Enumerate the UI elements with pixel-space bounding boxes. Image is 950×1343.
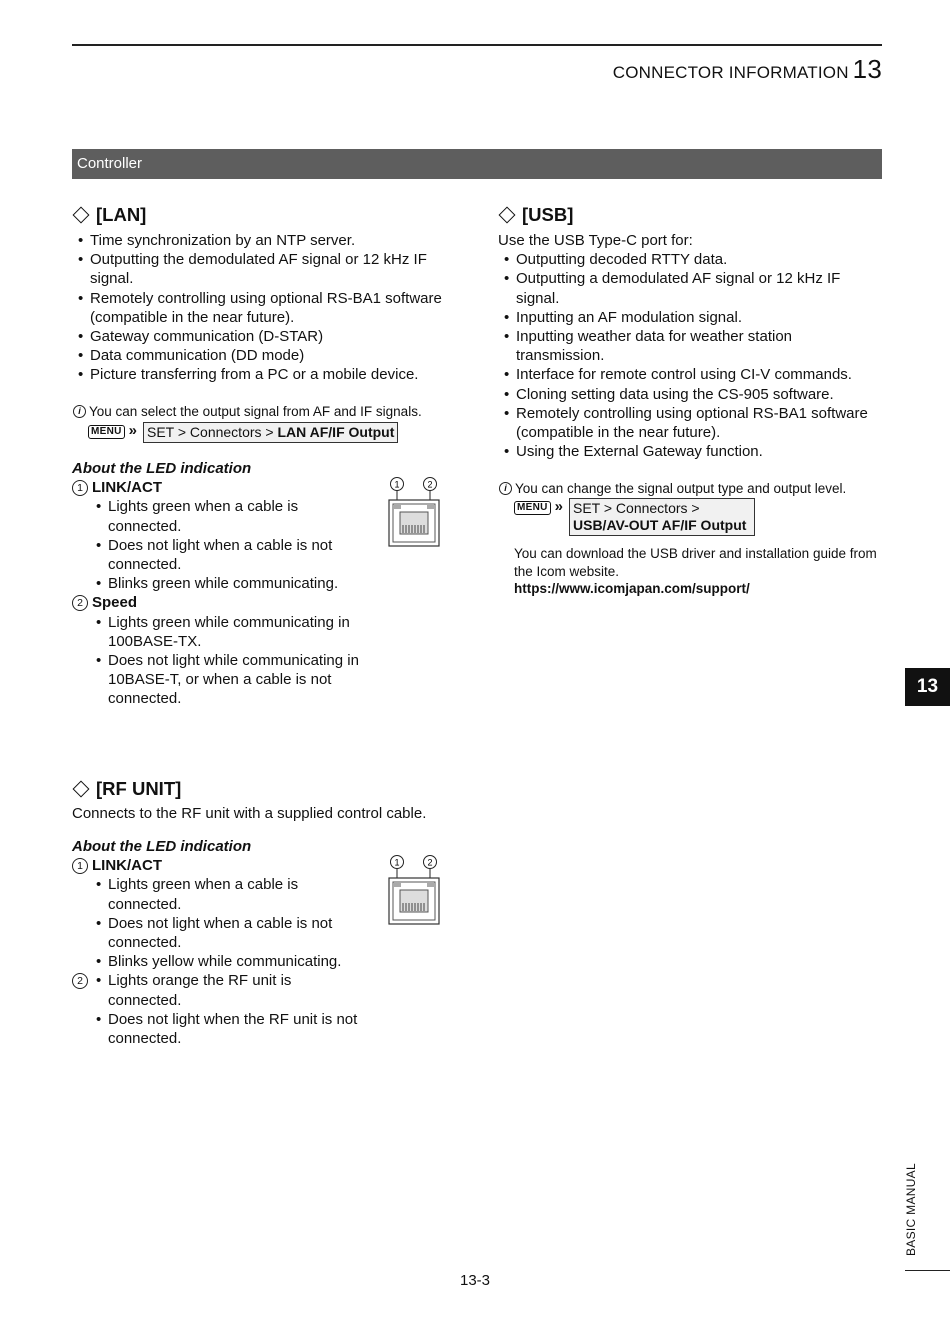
list-item: • Blinks yellow while communicating.: [72, 952, 362, 971]
usb-section: [498, 203, 882, 461]
page-number: 13-3: [459, 1272, 491, 1289]
chapter-header: [613, 54, 882, 85]
header-rule: [72, 44, 882, 46]
lan-led1-heading: [72, 478, 402, 497]
path-text: SET > Connectors >: [147, 424, 278, 440]
list-item: • Inputting weather data for weather station transmission.: [498, 327, 882, 365]
list-item: • Lights green while communicating in 100BASE-TX.: [72, 613, 362, 651]
path-text: SET > Connectors >: [573, 500, 700, 516]
info-icon: i: [499, 482, 512, 495]
rf-led1-list: [72, 875, 362, 971]
rf-section: [72, 777, 472, 823]
chapter-number: 13: [852, 54, 882, 84]
figure-label-2: 2: [427, 479, 433, 490]
figure-label-2: 2: [427, 857, 433, 868]
lan-led2-list: [72, 613, 362, 709]
chevron-right-icon: »: [128, 422, 137, 439]
list-item: • Outputting the demodulated AF signal or 12 kHz IF signal.: [72, 250, 457, 288]
list-item: • Lights orange the RF unit is connected.: [72, 971, 362, 1009]
list-item: • Remotely controlling using optional RS-BA1 software (compatible in the near future).: [72, 289, 457, 327]
menu-key-icon: MENU: [514, 501, 551, 515]
download-text: You can download the USB driver and installation guide from the Icom website.: [514, 546, 877, 579]
list-item: • Does not light when the RF unit is not connected.: [72, 1010, 362, 1048]
circled-number: 2: [72, 595, 88, 611]
rf-led1-heading: [72, 856, 402, 875]
usb-path-box: [569, 498, 755, 536]
list-item: • Outputting a demodulated AF signal or 12 kHz IF signal.: [498, 269, 882, 307]
rf-led2-block: [72, 971, 402, 1048]
list-item: • Time synchronization by an NTP server.: [72, 231, 457, 250]
lan-info-note: [72, 403, 472, 420]
lan-heading-text: [LAN]: [96, 204, 147, 225]
list-item: • Does not light when a cable is not connected.: [72, 536, 362, 574]
list-item: • Lights green when a cable is connected.: [72, 497, 362, 535]
rf-led-heading: About the LED indication: [72, 838, 252, 855]
circled-number: 1: [72, 858, 88, 874]
led-label: LINK/ACT: [92, 857, 162, 875]
chapter-side-tab: 13: [905, 668, 950, 706]
info-icon: i: [73, 405, 86, 418]
list-item: • Gateway communication (D-STAR): [72, 327, 457, 346]
rj45-port-figure: [384, 854, 444, 926]
diamond-icon: [73, 781, 90, 798]
path-bold-text: LAN AF/IF Output: [277, 424, 395, 440]
lan-menu-path: [88, 422, 398, 443]
lan-heading: [72, 203, 472, 227]
side-rule: [905, 1270, 950, 1271]
usb-menu-path: [514, 498, 755, 536]
rf-heading: [72, 777, 472, 801]
figure-label-1: 1: [394, 857, 400, 868]
usb-feature-list: [498, 250, 882, 461]
list-item: • Blinks green while communicating.: [72, 574, 362, 593]
diamond-icon: [73, 207, 90, 224]
led-label: Speed: [92, 594, 138, 612]
lan-note-text: You can select the output signal from AF and IF signals.: [89, 404, 422, 419]
figure-label-1: 1: [394, 479, 400, 490]
rf-heading-text: [RF UNIT]: [96, 778, 182, 799]
usb-intro: Use the USB Type-C port for:: [498, 232, 693, 249]
rf-led2-list: [72, 971, 362, 1048]
rf-intro: Connects to the RF unit with a supplied control cable.: [72, 805, 427, 822]
chevron-right-icon: »: [554, 498, 563, 515]
lan-feature-list: [72, 231, 457, 385]
diamond-icon: [499, 207, 516, 224]
list-item: • Does not light while communicating in 10BASE-T, or when a cable is not connected.: [72, 651, 362, 709]
led-label: LINK/ACT: [92, 479, 162, 497]
lan-path-box: [143, 422, 398, 443]
chapter-title: CONNECTOR INFORMATION: [612, 63, 849, 82]
basic-manual-label: BASIC MANUAL: [904, 1163, 918, 1256]
support-link[interactable]: https://www.icomjapan.com/support/: [514, 581, 750, 596]
usb-heading: [498, 203, 882, 227]
lan-section: [72, 203, 472, 385]
list-item: • Lights green when a cable is connected.: [72, 875, 362, 913]
rf-led-section: [72, 837, 402, 1048]
usb-heading-text: [USB]: [522, 204, 574, 225]
circled-number: 2: [72, 973, 88, 989]
rj45-port-figure: [384, 476, 444, 548]
list-item: • Inputting an AF modulation signal.: [498, 308, 882, 327]
list-item: • Data communication (DD mode): [72, 346, 457, 365]
list-item: • Remotely controlling using optional RS-BA1 software (compatible in the near future).: [498, 404, 882, 442]
list-item: • Using the External Gateway function.: [498, 442, 882, 461]
list-item: • Interface for remote control using CI-V commands.: [498, 365, 882, 384]
ethernet-port-icon: [384, 476, 444, 548]
lan-led-section: [72, 459, 402, 709]
lan-led2-heading: [72, 593, 402, 612]
list-item: • Cloning setting data using the CS-905 software.: [498, 385, 882, 404]
list-item: • Outputting decoded RTTY data.: [498, 250, 882, 269]
lan-led1-list: [72, 497, 362, 593]
usb-info-note: [498, 480, 882, 497]
circled-number: 1: [72, 480, 88, 496]
list-item: • Does not light when a cable is not connected.: [72, 914, 362, 952]
usb-note-text: You can change the signal output type and output level.: [515, 481, 847, 496]
menu-key-icon: MENU: [88, 425, 125, 439]
path-bold-text: USB/AV-OUT AF/IF Output: [573, 517, 747, 533]
list-item: • Picture transferring from a PC or a mobile device.: [72, 365, 457, 384]
lan-led-heading: About the LED indication: [72, 460, 252, 477]
section-title-bar: Controller: [72, 149, 882, 179]
ethernet-port-icon: [384, 854, 444, 926]
usb-download-note: [514, 545, 882, 598]
